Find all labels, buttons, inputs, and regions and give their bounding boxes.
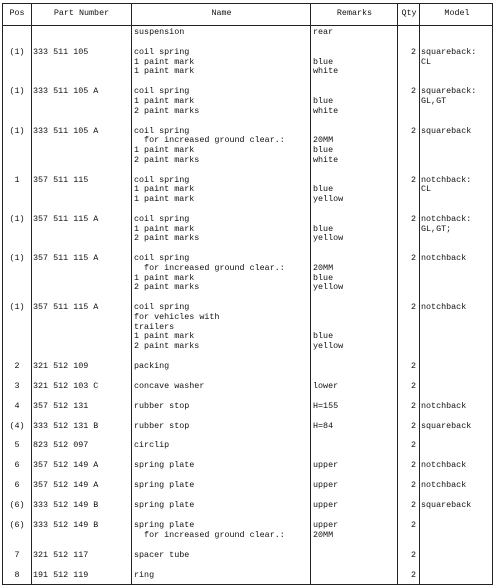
row-name <box>134 303 309 352</box>
row-model-line: squareback: <box>421 46 477 57</box>
row-model <box>421 48 493 67</box>
column-divider <box>31 4 32 584</box>
row-model-line: CL <box>421 56 432 67</box>
row-remarks-line: blue <box>313 95 334 106</box>
row-name-line: 1 paint mark <box>134 66 195 77</box>
row-part-number: 191 512 119 <box>33 569 89 580</box>
row-name-line: concave washer <box>134 380 205 391</box>
row-part-number: 357 511 115 A <box>33 213 99 224</box>
row-remarks <box>313 551 397 561</box>
column-divider <box>131 4 132 584</box>
row-pos: (1) <box>9 253 25 264</box>
row-name-line: spring plate <box>134 500 195 511</box>
row-name <box>134 48 309 77</box>
row-model <box>421 127 493 137</box>
row-remarks-line: upper <box>313 480 339 491</box>
row-model-line: squareback <box>421 420 472 431</box>
row-remarks-line <box>313 571 397 581</box>
row-qty: 2 <box>410 420 416 431</box>
row-part-number: 333 511 105 A <box>33 125 99 136</box>
row-remarks-line: blue <box>313 331 334 342</box>
row-pos: (6) <box>9 500 25 511</box>
header-qty: Qty <box>401 8 417 18</box>
row-remarks <box>313 176 397 205</box>
row-pos: (1) <box>9 213 25 224</box>
row-remarks-line: upper <box>313 520 339 530</box>
row-part-number: 357 511 115 <box>33 174 89 185</box>
row-model <box>421 422 493 432</box>
row-name-line: coil spring <box>134 253 190 264</box>
row-name-line: coil spring <box>134 86 190 97</box>
row-remarks-line: blue <box>313 184 334 195</box>
row-remarks-line: yellow <box>313 282 344 293</box>
row-name <box>134 176 309 205</box>
row-name-line: ring <box>134 569 155 580</box>
row-name-line: for vehicles with <box>134 311 220 322</box>
row-name-line: trailers <box>134 321 175 332</box>
row-remarks <box>313 382 397 392</box>
row-model <box>421 215 493 234</box>
row-part-number: 321 512 109 <box>33 360 89 371</box>
row-remarks-line <box>313 303 397 313</box>
row-qty: 2 <box>410 440 416 451</box>
row-pos: 3 <box>14 380 20 391</box>
row-name-line: 1 paint mark <box>134 95 195 106</box>
row-remarks <box>313 422 397 432</box>
row-name-line: suspension <box>134 27 185 37</box>
row-name <box>134 402 309 412</box>
row-name-line: packing <box>134 360 170 371</box>
row-qty: 2 <box>410 500 416 511</box>
row-model <box>421 402 493 412</box>
row-name <box>134 28 309 38</box>
row-pos: (4) <box>9 420 25 431</box>
row-name-line: 2 paint marks <box>134 105 200 116</box>
row-pos: (1) <box>9 86 25 97</box>
row-part-number: 333 512 131 B <box>33 420 99 431</box>
row-model-line: notchback <box>421 480 467 491</box>
row-remarks-line <box>313 362 397 372</box>
header-divider <box>3 25 492 26</box>
row-name <box>134 362 309 372</box>
parts-table <box>2 3 493 585</box>
row-name <box>134 87 309 116</box>
row-model-line: squareback <box>421 500 472 511</box>
row-pos: 1 <box>14 174 20 185</box>
row-remarks-line: upper <box>313 500 339 511</box>
row-name-line: 2 paint marks <box>134 233 200 244</box>
row-remarks <box>313 48 397 77</box>
row-remarks-line: 20MM <box>313 135 334 146</box>
row-part-number: 321 512 103 C <box>33 380 99 391</box>
row-pos: 2 <box>14 360 20 371</box>
row-remarks <box>313 28 397 38</box>
column-divider <box>419 4 420 584</box>
row-qty: 2 <box>410 302 416 313</box>
row-remarks-line: blue <box>313 56 334 67</box>
header-pos: Pos <box>9 8 25 18</box>
row-remarks-line: yellow <box>313 193 344 204</box>
row-remarks <box>313 362 397 372</box>
row-name-line: coil spring <box>134 302 190 313</box>
row-model <box>421 501 493 511</box>
row-name <box>134 551 309 561</box>
row-name-line: coil spring <box>134 125 190 136</box>
row-remarks-line: white <box>313 66 339 77</box>
header-name: Name <box>211 8 232 18</box>
row-name-line: 1 paint mark <box>134 184 195 195</box>
row-qty: 2 <box>410 569 416 580</box>
row-qty: 2 <box>410 360 416 371</box>
row-remarks-line: upper <box>313 460 339 471</box>
row-model-line: squareback: <box>421 86 477 97</box>
row-remarks-line: H=155 <box>313 400 339 411</box>
row-remarks-line: H=84 <box>313 420 334 431</box>
row-part-number: 823 512 097 <box>33 440 89 451</box>
row-qty: 2 <box>410 86 416 97</box>
row-name-line: 1 paint mark <box>134 331 195 342</box>
row-remarks-line <box>313 551 397 561</box>
row-model-line: CL <box>421 184 432 195</box>
row-remarks <box>313 127 397 166</box>
column-divider <box>397 4 398 584</box>
row-remarks-line: blue <box>313 272 334 283</box>
header-model: Model <box>444 8 470 18</box>
row-remarks <box>313 254 397 293</box>
row-model <box>421 87 493 106</box>
row-name <box>134 127 309 166</box>
row-name-line: for increased ground clear.: <box>134 529 285 540</box>
row-remarks-line: 20MM <box>313 262 334 273</box>
row-model-line: notchback <box>421 400 467 411</box>
row-pos: (6) <box>9 520 25 530</box>
row-name-line: for increased ground clear.: <box>134 262 285 273</box>
header-remarks: Remarks <box>336 8 373 18</box>
row-name-line: 2 paint marks <box>134 340 200 351</box>
row-part-number: 357 511 115 A <box>33 253 99 264</box>
row-name-line: spacer tube <box>134 549 190 560</box>
row-name-line: coil spring <box>134 213 190 224</box>
row-pos: 6 <box>14 480 20 491</box>
row-remarks <box>313 501 397 511</box>
row-remarks-line: rear <box>313 27 334 37</box>
row-qty: 2 <box>410 380 416 391</box>
row-part-number: 333 511 105 <box>33 46 89 57</box>
row-part-number: 333 512 149 B <box>33 520 99 530</box>
row-name-line: 1 paint mark <box>134 223 195 234</box>
row-remarks <box>313 571 397 581</box>
row-qty: 2 <box>410 253 416 264</box>
row-pos: (1) <box>9 302 25 313</box>
row-part-number: 357 512 131 <box>33 400 89 411</box>
row-model <box>421 461 493 471</box>
row-model-line: GL,GT; <box>421 223 452 234</box>
row-remarks <box>313 441 397 451</box>
row-remarks-line: blue <box>313 144 334 155</box>
row-name-line: spring plate <box>134 460 195 471</box>
row-pos: 6 <box>14 460 20 471</box>
row-name-line: rubber stop <box>134 420 190 431</box>
row-name-line: 1 paint mark <box>134 56 195 67</box>
row-model <box>421 481 493 491</box>
row-name-line: rubber stop <box>134 400 190 411</box>
row-part-number: 357 512 149 A <box>33 460 99 471</box>
row-qty: 2 <box>410 549 416 560</box>
row-pos: (1) <box>9 125 25 136</box>
row-name <box>134 215 309 244</box>
row-part-number: 333 511 105 A <box>33 86 99 97</box>
header-part-number: Part Number <box>53 8 110 18</box>
row-remarks-line: lower <box>313 380 339 391</box>
row-model <box>421 303 493 313</box>
row-part-number: 321 512 117 <box>33 549 89 560</box>
row-name-line: 1 paint mark <box>134 193 195 204</box>
row-name-line: 1 paint mark <box>134 144 195 155</box>
row-remarks <box>313 402 397 412</box>
row-model-line: GL,GT <box>421 95 447 106</box>
row-remarks <box>313 87 397 116</box>
row-model <box>421 176 493 195</box>
row-name-line: coil spring <box>134 174 190 185</box>
row-qty: 2 <box>410 460 416 471</box>
row-remarks <box>313 215 397 244</box>
row-remarks-line <box>313 441 397 451</box>
row-model-line: notchback <box>421 460 467 471</box>
row-name <box>134 481 309 491</box>
row-remarks <box>313 303 397 352</box>
row-name <box>134 501 309 511</box>
row-pos: 8 <box>14 569 20 580</box>
row-part-number: 357 511 115 A <box>33 302 99 313</box>
row-model-line: notchback <box>421 253 467 264</box>
row-remarks-line <box>313 313 397 323</box>
row-name-line: 2 paint marks <box>134 282 200 293</box>
row-model-line: notchback <box>421 302 467 313</box>
row-remarks-line: blue <box>313 223 334 234</box>
row-name <box>134 461 309 471</box>
row-model-line: notchback: <box>421 213 472 224</box>
row-name <box>134 521 309 540</box>
row-remarks <box>313 521 397 540</box>
row-pos: (1) <box>9 46 25 57</box>
row-remarks-line: 20MM <box>313 529 334 540</box>
row-remarks-line: yellow <box>313 233 344 244</box>
row-name-line: circlip <box>134 440 170 451</box>
row-model-line: squareback <box>421 125 472 136</box>
row-name-line: spring plate <box>134 480 195 491</box>
row-qty: 2 <box>410 520 416 530</box>
row-name <box>134 254 309 293</box>
row-pos: 5 <box>14 440 20 451</box>
row-pos: 7 <box>14 549 20 560</box>
row-remarks-line: white <box>313 154 339 165</box>
row-qty: 2 <box>410 125 416 136</box>
column-divider <box>310 4 311 584</box>
row-remarks <box>313 481 397 491</box>
row-name <box>134 441 309 451</box>
row-name-line: for increased ground clear.: <box>134 135 285 146</box>
row-name-line: 2 paint marks <box>134 154 200 165</box>
row-name-line: 1 paint mark <box>134 272 195 283</box>
row-name <box>134 382 309 392</box>
row-remarks <box>313 461 397 471</box>
row-part-number: 357 512 149 A <box>33 480 99 491</box>
row-pos: 4 <box>14 400 20 411</box>
row-name-line: coil spring <box>134 46 190 57</box>
row-qty: 2 <box>410 400 416 411</box>
row-name-line: spring plate <box>134 520 195 530</box>
row-remarks-line: yellow <box>313 340 344 351</box>
row-qty: 2 <box>410 174 416 185</box>
row-part-number: 333 512 149 B <box>33 500 99 511</box>
row-model <box>421 254 493 264</box>
row-qty: 2 <box>410 480 416 491</box>
row-qty: 2 <box>410 46 416 57</box>
row-name <box>134 422 309 432</box>
row-name <box>134 571 309 581</box>
row-remarks-line: white <box>313 105 339 116</box>
row-qty: 2 <box>410 213 416 224</box>
row-model-line: notchback: <box>421 174 472 185</box>
